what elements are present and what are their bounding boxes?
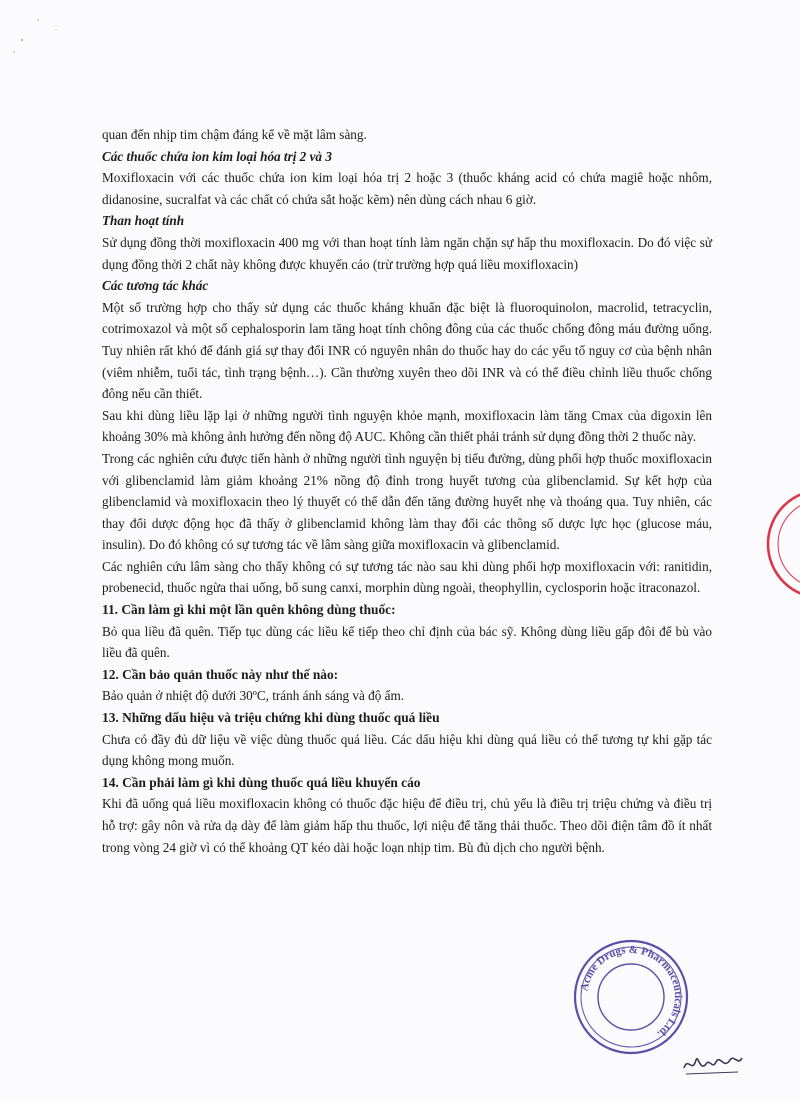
section-heading: 11. Cần làm gì khi một lần quên không dùng thuốc: [102,602,396,618]
subsection-heading: Than hoạt tính [102,213,185,229]
body-paragraph: quan đến nhịp tim chậm đáng kể về mặt lâm sàng. [102,127,367,142]
body-paragraph: Bảo quản ở nhiệt độ dưới 30ºC, tránh ánh sáng và độ ẩm. [102,688,405,704]
subsection-heading: Các thuốc chứa ion kim loại hóa trị 2 và 3 [102,148,332,164]
section-heading: 13. Những dấu hiệu và triệu chứng khi dùng thuốc quá liều [102,710,440,726]
document-body [102,124,712,858]
stamp-text: Acme Drugs & Pharmaceuticals Ltd. [578,943,685,1040]
body-paragraph: Sử dụng đồng thời moxifloxacin 400 mg với than hoạt tính làm ngăn chặn sự hấp thu moxifloxacin. Do đó việc sử dụng đồng thời 2 chất này không được khuyến cáo (trừ trường hợp quá liều moxifloxacin) [102,234,712,272]
body-paragraph: Chưa có đầy đủ dữ liệu về việc dùng thuốc quá liều. Các dấu hiệu khi dùng quá liều có thể tương tự khi gặp tác dụng không mong muốn. [102,731,712,769]
red-stamp-edge [762,484,800,604]
handwritten-signature [678,1046,748,1080]
section-heading: 12. Cần bảo quản thuốc này như thế nào: [102,666,339,682]
svg-text:Acme Drugs & Pharmaceuticals L [578,944,684,1040]
body-paragraph: Sau khi dùng liều lặp lại ở những người tình nguyện khỏe mạnh, moxifloxacin làm tăng Cmax của digoxin lên khoảng 30% mà không ảnh hưởng đến nồng độ AUC. Không cần thiết phải tránh sử dụng đồng thời 2 thuốc này. [102,407,712,445]
company-stamp [572,938,690,1056]
body-paragraph: Trong các nghiên cứu được tiến hành ở những người tình nguyện bị tiểu đường, dùng phối hợp thuốc moxifloxacin với glibenclamid làm giảm khoảng 21% nồng độ đỉnh trong huyết tương của glibenclamid. Sự kết hợp của glibenclamid và moxifloxacin theo lý thuyết có thể dẫn đến tăng đường huyết nhẹ và thoáng qua. Tuy nhiên, các thay đổi dược động học đã thấy ở glibenclamid không làm thay đổi các thông số dược lực học (glucose máu, insulin). Do đó không có sự tương tác về lâm sàng giữa moxifloxacin và glibenclamid. [102,450,712,553]
subsection-heading: Các tương tác khác [102,278,209,294]
scan-specks [0,0,120,60]
body-paragraph: Bỏ qua liều đã quên. Tiếp tục dùng các liều kế tiếp theo chỉ định của bác sỹ. Không dùng liều gấp đôi để bù vào liều đã quên. [102,623,712,661]
body-paragraph: Khi đã uống quá liều moxifloxacin không có thuốc đặc hiệu để điều trị, chủ yếu là điều trị triệu chứng và điều trị hỗ trợ: gây nôn và rửa dạ dày để làm giảm hấp thu thuốc, lợi niệu để tăng thải thuốc. Theo dõi điện tâm đồ ít nhất trong vòng 24 giờ vì có thể khoảng QT kéo dài hoặc loạn nhịp tim. Bù đủ dịch cho người bệnh. [102,796,712,855]
body-paragraph: Một số trường hợp cho thấy sử dụng các thuốc kháng khuẩn đặc biệt là fluoroquinolon, macrolid, tetracyclin, cotrimoxazol và một số cephalosporin lam tăng hoạt tính chông đông của các thuốc chống đông máu đường uống. Tuy nhiên rất khó để đánh giá sự thay đổi INR có nguyên nhân do thuốc hay do các yếu tố nguy cơ của bệnh nhân (viêm nhiễm, tuổi tác, tình trạng bệnh…). Cần thường xuyên theo dõi INR và có thể điều chỉnh liều thuốc chống đông nếu cần thiết. [102,299,712,402]
body-paragraph: Các nghiên cứu lâm sàng cho thấy không có sự tương tác nào sau khi dùng phối hợp moxifloxacin với: ranitidin, probenecid, thuốc ngừa thai uống, bổ sung canxi, morphin dùng ngoài, theophyllin, cyclosporin hoặc itraconazol. [102,558,712,596]
body-paragraph: Moxifloxacin với các thuốc chứa ion kim loại hóa trị 2 hoặc 3 (thuốc kháng acid có chứa magiê hoặc nhôm, didanosine, sucralfat và các chất có chứa sắt hoặc kẽm) nên dùng cách nhau 6 giờ. [102,170,712,207]
section-heading: 14. Cần phải làm gì khi dùng thuốc quá liều khuyến cáo [102,774,421,790]
